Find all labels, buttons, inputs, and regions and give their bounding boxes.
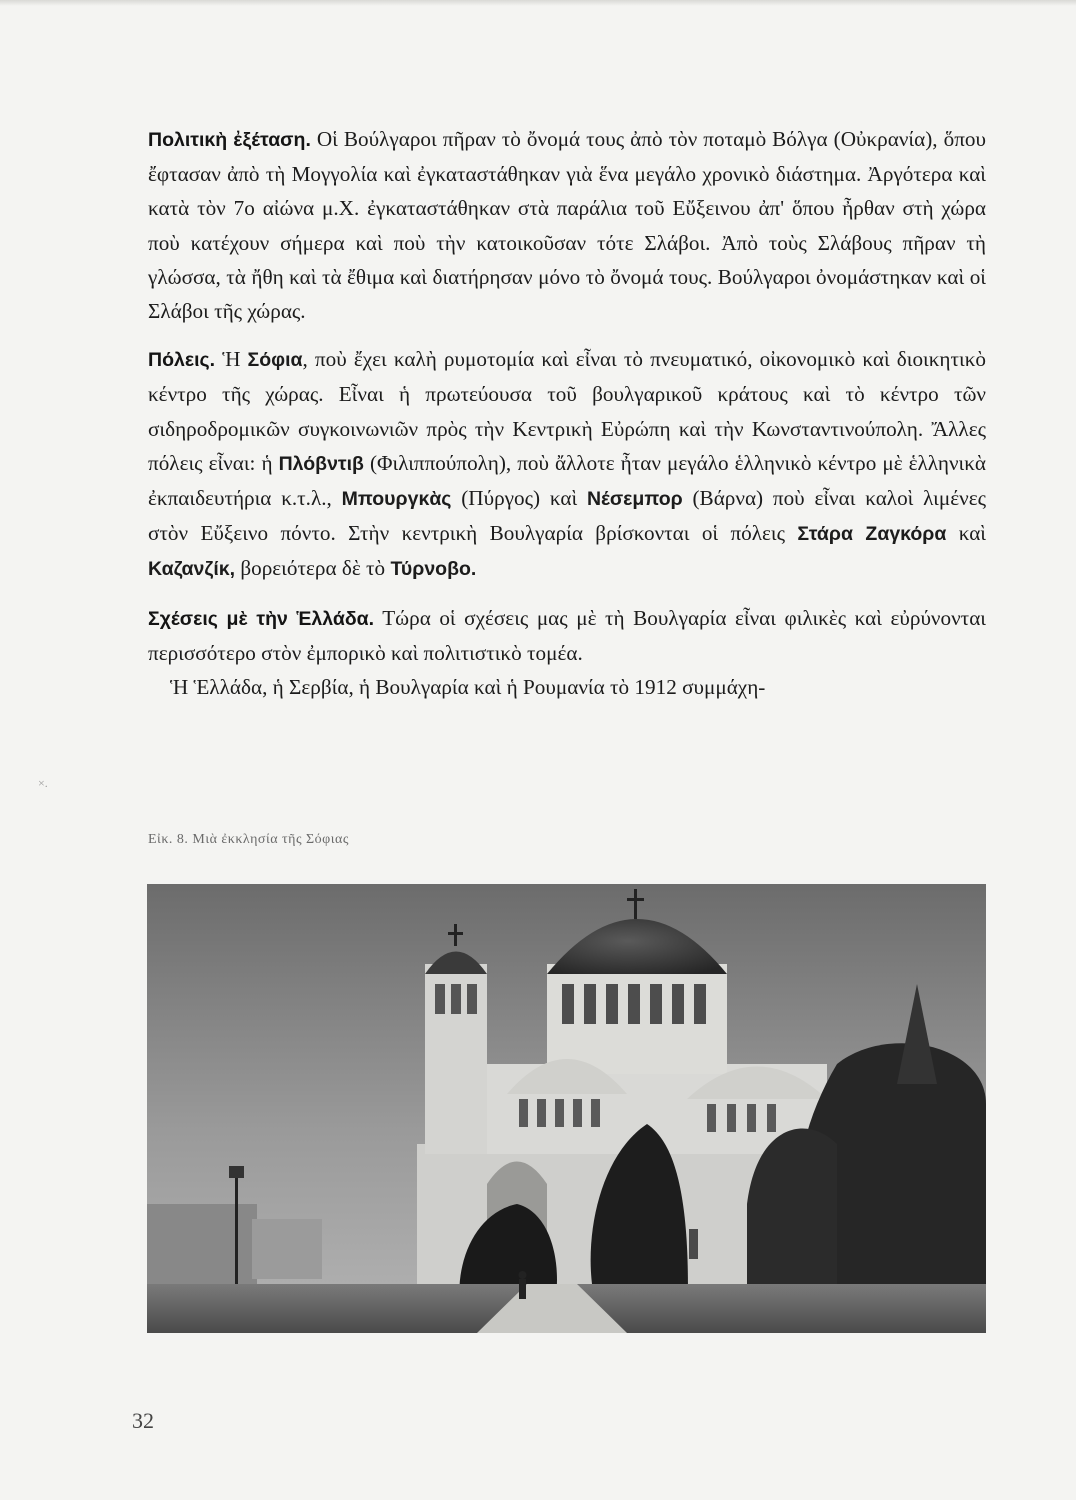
cities-text-2: , ποὺ ἔχει καλὴ ρυμοτομία καὶ εἶναι τὸ πνευματικό, οἰκονομικὸ καὶ διοικητικὸ κέντρο τῆς χώρας. Εἶναι ἡ πρωτεύουσα τοῦ βουλγαρικοῦ κράτους καὶ τὸ κέντρο τῶν σιδηροδρομικῶν συγκοινωνιῶν πρὸς τὴν Κεντρικὴ Εὐρώπη καὶ τὴν Κωνσταντινούπολη. Ἄλλες πόλεις εἶναι: ἡ: [148, 347, 987, 475]
heading-politics: Πολιτικὴ ἐξέταση.: [148, 129, 311, 151]
paragraph-cities: [148, 342, 986, 586]
politics-text: Οἱ Βούλγαροι πῆραν τὸ ὄνομά τους ἀπὸ τὸν ποταμὸ Βόλγα (Οὐκρανία), ὅπου ἔφτασαν ἀπὸ τὴ Μογγολία καὶ ἐγκαταστάθηκαν γιὰ ἕνα μεγάλο χρονικὸ διάστημα. Ἀργότερα καὶ κατὰ τὸν 7ο αἰώνα μ.Χ. ἐγκαταστάθηκαν στὰ παράλια τοῦ Εὔξεινου ἀπ' ὅπου ἦρθαν στὴ χώρα ποὺ κατέχουν σήμερα καὶ ποὺ τὴν κατοικοῦσαν τότε Σλάβοι. Ἀπὸ τοὺς Σλάβους πῆραν τὴ γλώσσα, τὰ ἤθη καὶ τὰ ἔθιμα καὶ διατήρησαν μόνο τὸ ὄνομά τους. Βούλγαροι ὀνομάστηκαν καὶ οἱ Σλάβοι τῆς χώρας.: [148, 127, 986, 324]
figure-caption: Εἰκ. 8. Μιὰ ἐκκλησία τῆς Σόφιας: [148, 832, 349, 847]
cities-text-4: (Πύργος) καὶ: [451, 486, 587, 511]
city-burgas: Μπουργκὰς: [341, 488, 452, 511]
city-stara-zagora: Στάρα Ζαγκόρα: [797, 523, 947, 546]
paragraph-politics: [148, 122, 986, 328]
heading-cities: Πόλεις.: [148, 349, 216, 372]
cities-text-5: (Βάρνα) ποὺ εἶναι καλοὶ λιμένες στὸν Εὔξεινο πόντο. Στὴν κεντρικὴ Βουλγαρία βρίσκονται οἱ πόλεις: [148, 486, 987, 546]
cities-text-3: (Φιλιππούπολη), ποὺ ἄλλοτε ἦταν μεγάλο ἑλληνικὸ κέντρο μὲ ἑλληνικὰ ἐκπαιδευτήρια κ.τ.λ.,: [148, 450, 987, 511]
relations-text: Τώρα οἱ σχέσεις μας μὲ τὴ Βουλγαρία εἶναι φιλικὲς καὶ εὐρύνονται περισσότερο στὸν ἐμπορικὸ καὶ πολιτιστικὸ τομέα.: [148, 605, 986, 665]
paragraph-relations: [148, 601, 986, 670]
city-plovdiv: Πλόβντιβ: [278, 452, 364, 475]
body-text: [148, 122, 986, 704]
city-tarnovo: Τύρνοβο.: [390, 558, 477, 581]
cities-text-1: Ἡ: [215, 347, 248, 372]
city-kazanlak: Καζανζίκ,: [148, 558, 236, 581]
cathedral-photo: [147, 884, 986, 1333]
cities-text-6: καὶ: [946, 521, 987, 546]
page-top-edge: [0, 0, 1076, 6]
cathedral-illustration: [147, 884, 986, 1333]
paragraph-continuation: Ἡ Ἑλλάδα, ἡ Σερβία, ἡ Βουλγαρία καὶ ἡ Ρουμανία τὸ 1912 συμμάχη-: [170, 675, 766, 700]
cities-text-7: βορειότερα δὲ τὸ: [235, 556, 391, 581]
page-number: 32: [132, 1408, 154, 1433]
heading-relations: Σχέσεις μὲ τὴν Ἑλλάδα.: [148, 607, 375, 630]
margin-mark: ×.: [38, 776, 48, 790]
city-nesebar: Νέσεμπορ: [586, 488, 683, 511]
city-sofia: Σόφια: [247, 349, 303, 372]
